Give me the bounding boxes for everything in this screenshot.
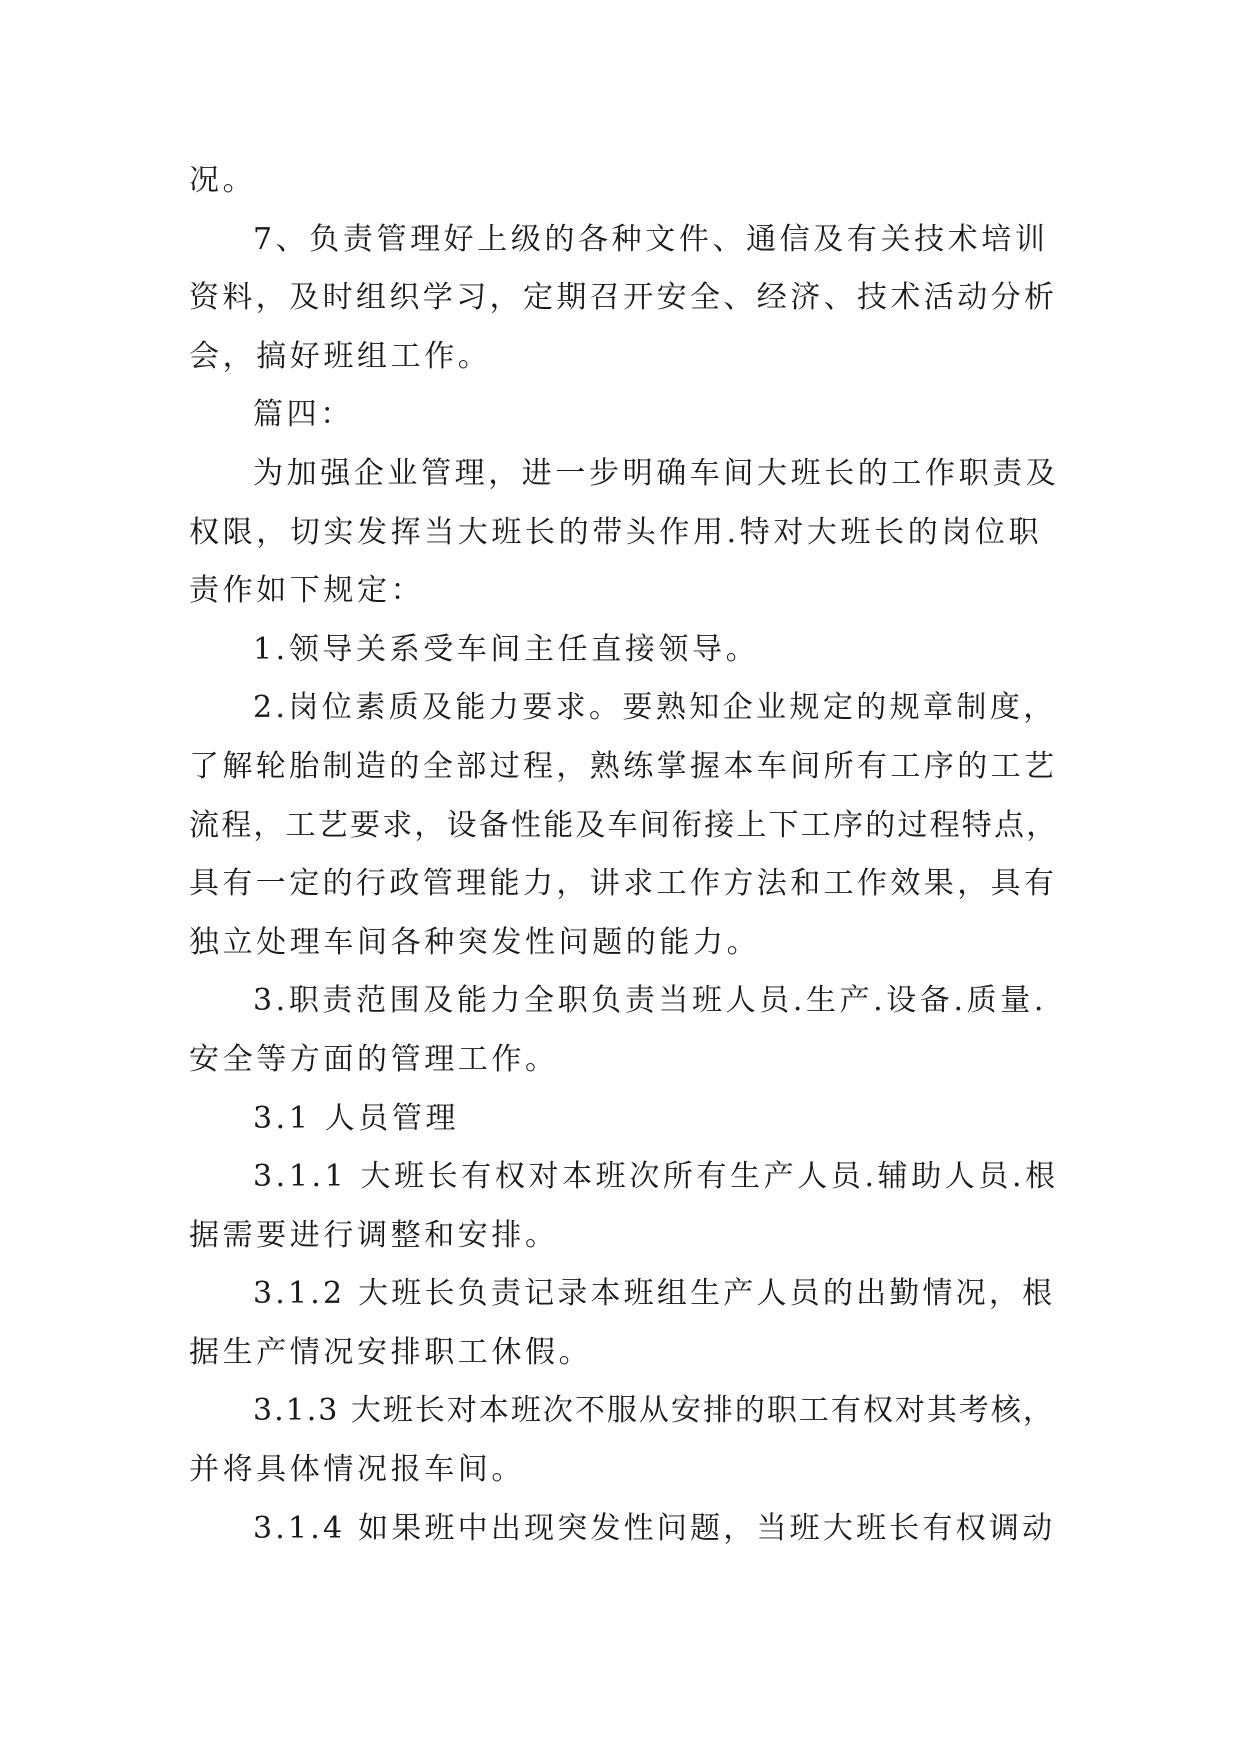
text-line: 据需要进行调整和安排。: [189, 1217, 559, 1253]
text-line: 独立处理车间各种突发性问题的能力。: [189, 924, 761, 960]
text-line: 3.职责范围及能力全职负责当班人员.生产.设备.质量.: [253, 983, 1047, 1019]
text-line: 了解轮胎制造的全部过程，熟练掌握本车间所有工序的工艺: [189, 748, 1058, 784]
text-line: 3.1.3 大班长对本班次不服从安排的职工有权对其考核，: [253, 1393, 1055, 1429]
text-line: 责作如下规定：: [189, 573, 425, 609]
text-line: 并将具体情况报车间。: [189, 1452, 525, 1488]
text-line: 3.1.4 如果班中出现突发性问题，当班大班长有权调动: [253, 1510, 1056, 1546]
text-line: 3.1.1 大班长有权对本班次所有生产人员.辅助人员.根: [253, 1159, 1059, 1195]
text-line: 权限，切实发挥当大班长的带头作用.特对大班长的岗位职: [189, 514, 1043, 550]
text-line: 为加强企业管理，进一步明确车间大班长的工作职责及: [253, 455, 1060, 491]
text-line: 流程，工艺要求，设备性能及车间衔接上下工序的过程特点，: [189, 807, 1059, 843]
text-line: 具有一定的行政管理能力，讲求工作方法和工作效果，具有: [189, 866, 1058, 902]
text-line: 7、负责管理好上级的各种文件、通信及有关技术培训: [253, 221, 1049, 257]
text-line: 况。: [189, 163, 257, 198]
text-line: 3.1.2 大班长负责记录本班组生产人员的出勤情况，根: [253, 1276, 1056, 1312]
text-line: 1.领导关系受车间主任直接领导。: [253, 631, 760, 667]
text-line: 安全等方面的管理工作。: [189, 1041, 559, 1077]
text-line: 会，搞好班组工作。: [189, 338, 492, 374]
section-heading: 篇四：: [253, 397, 354, 433]
text-line: 据生产情况安排职工休假。: [189, 1334, 593, 1370]
text-line: 资料，及时组织学习，定期召开安全、经济、技术活动分析: [189, 280, 1058, 316]
document-body: [189, 152, 1059, 1558]
text-line: 2.岗位素质及能力要求。要熟知企业规定的规章制度，: [253, 690, 1057, 726]
subsection-heading: 3.1 人员管理: [253, 1100, 460, 1136]
